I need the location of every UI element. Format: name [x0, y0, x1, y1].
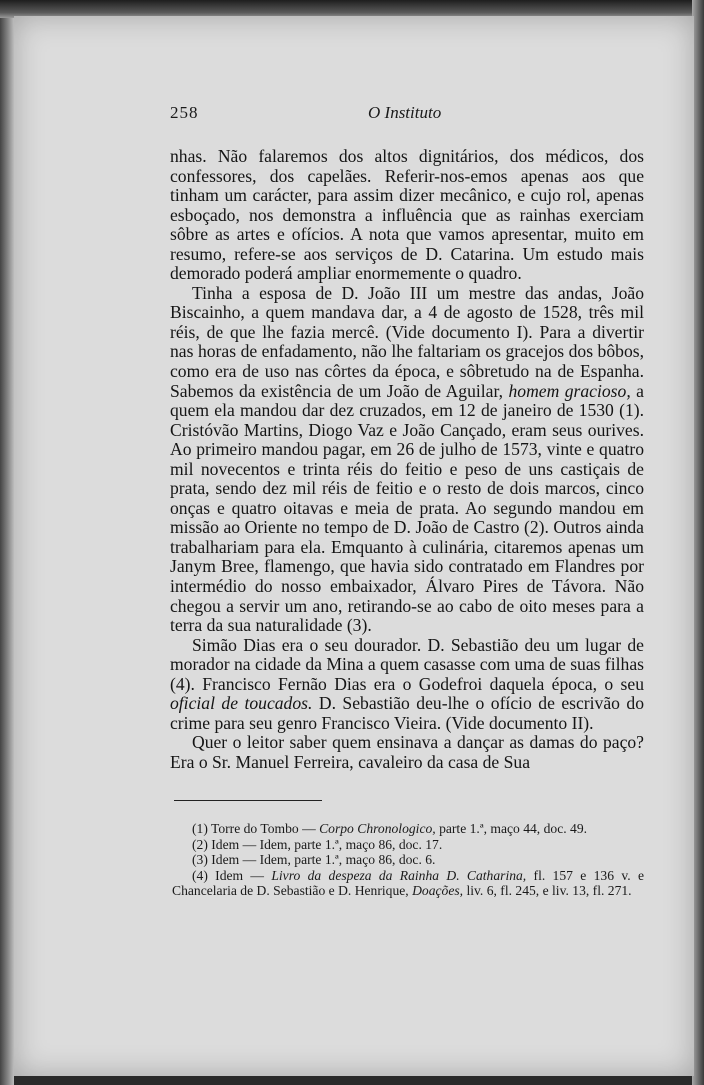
footnote-2: (2) Idem — Idem, parte 1.ª, maço 86, doc. 17. [192, 837, 443, 853]
footnotes [172, 821, 644, 898]
footnote-4-italic-1: Livro da despeza da Rainha D. Catharina, [271, 867, 527, 883]
main-text [170, 147, 644, 773]
paragraph-1: nhas. Não falaremos dos altos dignitários, dos médicos, dos confessores, dos capelães. Referir-nos-emos apenas aos que tinham um carácter, para assim dizer mecânico, e cujo rol, apenas esboçado, nos demonstra a influência que as rainhas exerciam sôbre as artes e ofícios. A nota que vamos apresentar, muito em resumo, refere-se aos serviços de D. Catarina. Um estudo mais demorado poderá ampliar enormemente o quadro. [170, 146, 644, 284]
page-number: 258 [170, 103, 199, 122]
paragraph-3 [170, 636, 644, 734]
paragraph-3-italic: oficial de toucados. [170, 693, 313, 714]
paragraph-3-text-a: Simão Dias era o seu dourador. D. Sebastião deu um lugar de morador na cidade da Mina a quem casasse com uma de suas filhas (4). Francisco Fernão Dias era o Godefroi daquela época, o seu [170, 634, 644, 694]
footnote-1-italic: Corpo Chronologico, [319, 821, 436, 836]
footnote-4-text-a: (4) Idem — [192, 867, 272, 883]
footnote-divider [174, 800, 322, 801]
footnote-4-text-e: liv. 6, fl. 245, e liv. 13, fl. 271. [463, 882, 632, 898]
page-header [170, 103, 642, 127]
paragraph-4: Quer o leitor saber quem ensinava a dançar as damas do paço? Era o Sr. Manuel Ferreira, cavaleiro da casa de Sua [170, 732, 644, 772]
paragraph-3-text-c: D. Sebastião deu-lhe o ofício de escrivão do crime para seu genro Francisco Vieira. (Vide documento II). [170, 693, 644, 733]
footnote-3: (3) Idem — Idem, parte 1.ª, maço 86, doc. 6. [192, 852, 436, 868]
footnote-4-text-c: fl. 157 e 136 v. e Chancelaria de D. Sebastião e D. Henrique, [172, 867, 644, 898]
paragraph-2-text-c: a quem ela mandou dar dez cruzados, em 12 de janeiro de 1530 (1). Cristóvão Martins, Diogo Vaz e João Cançado, eram seus ourives. Ao primeiro mandou pagar, em 26 de julho de 1573, vinte e quatro mil novecentos e trinta réis do feitio e peso de uns castiçais de prata, sendo dez mil réis de feitio e o resto de dois marcos, cinco onças e quatro oitavas e meia de prata. Ao segundo mandou em missão ao Oriente no tempo de D. João de Castro (2). Outros ainda trabalhariam para ela. Emquanto à culinária, citaremos apenas um Janym Bree, flamengo, que havia sido contratado em Flandres por intermédio do nosso embaixador, Álvaro Pires de Távora. Não chegou a servir um ano, retirando-se ao cabo de oito meses para a terra da sua naturalidade (3). [170, 380, 644, 636]
paragraph-2 [170, 284, 644, 636]
footnote-4-italic-2: Doações, [412, 882, 464, 898]
footnote-1 [172, 821, 644, 836]
book-spine-shadow [0, 0, 14, 1085]
footnote-4 [172, 868, 644, 898]
running-title: O Instituto [368, 103, 442, 122]
footnote-1-text-a: (1) Torre do Tombo — [192, 821, 320, 836]
paragraph-2-italic: homem gracioso, [508, 380, 631, 401]
footnote-1-text-c: parte 1.ª, maço 44, doc. 49. [435, 821, 588, 836]
paragraph-2-text-a: Tinha a esposa de D. João III um mestre das andas, João Biscainho, a quem mandava dar, a 4 de agosto de 1528, três mil réis, de que lhe fazia mercê. (Vide documento I). Para a divertir nas horas de enfadamento, não lhe faltariam os gracejos dos bôbos, como era de uso nas côrtes da época, e sôbretudo na de Espanha. Sabemos da existência de um João de Aguilar, [170, 282, 644, 401]
